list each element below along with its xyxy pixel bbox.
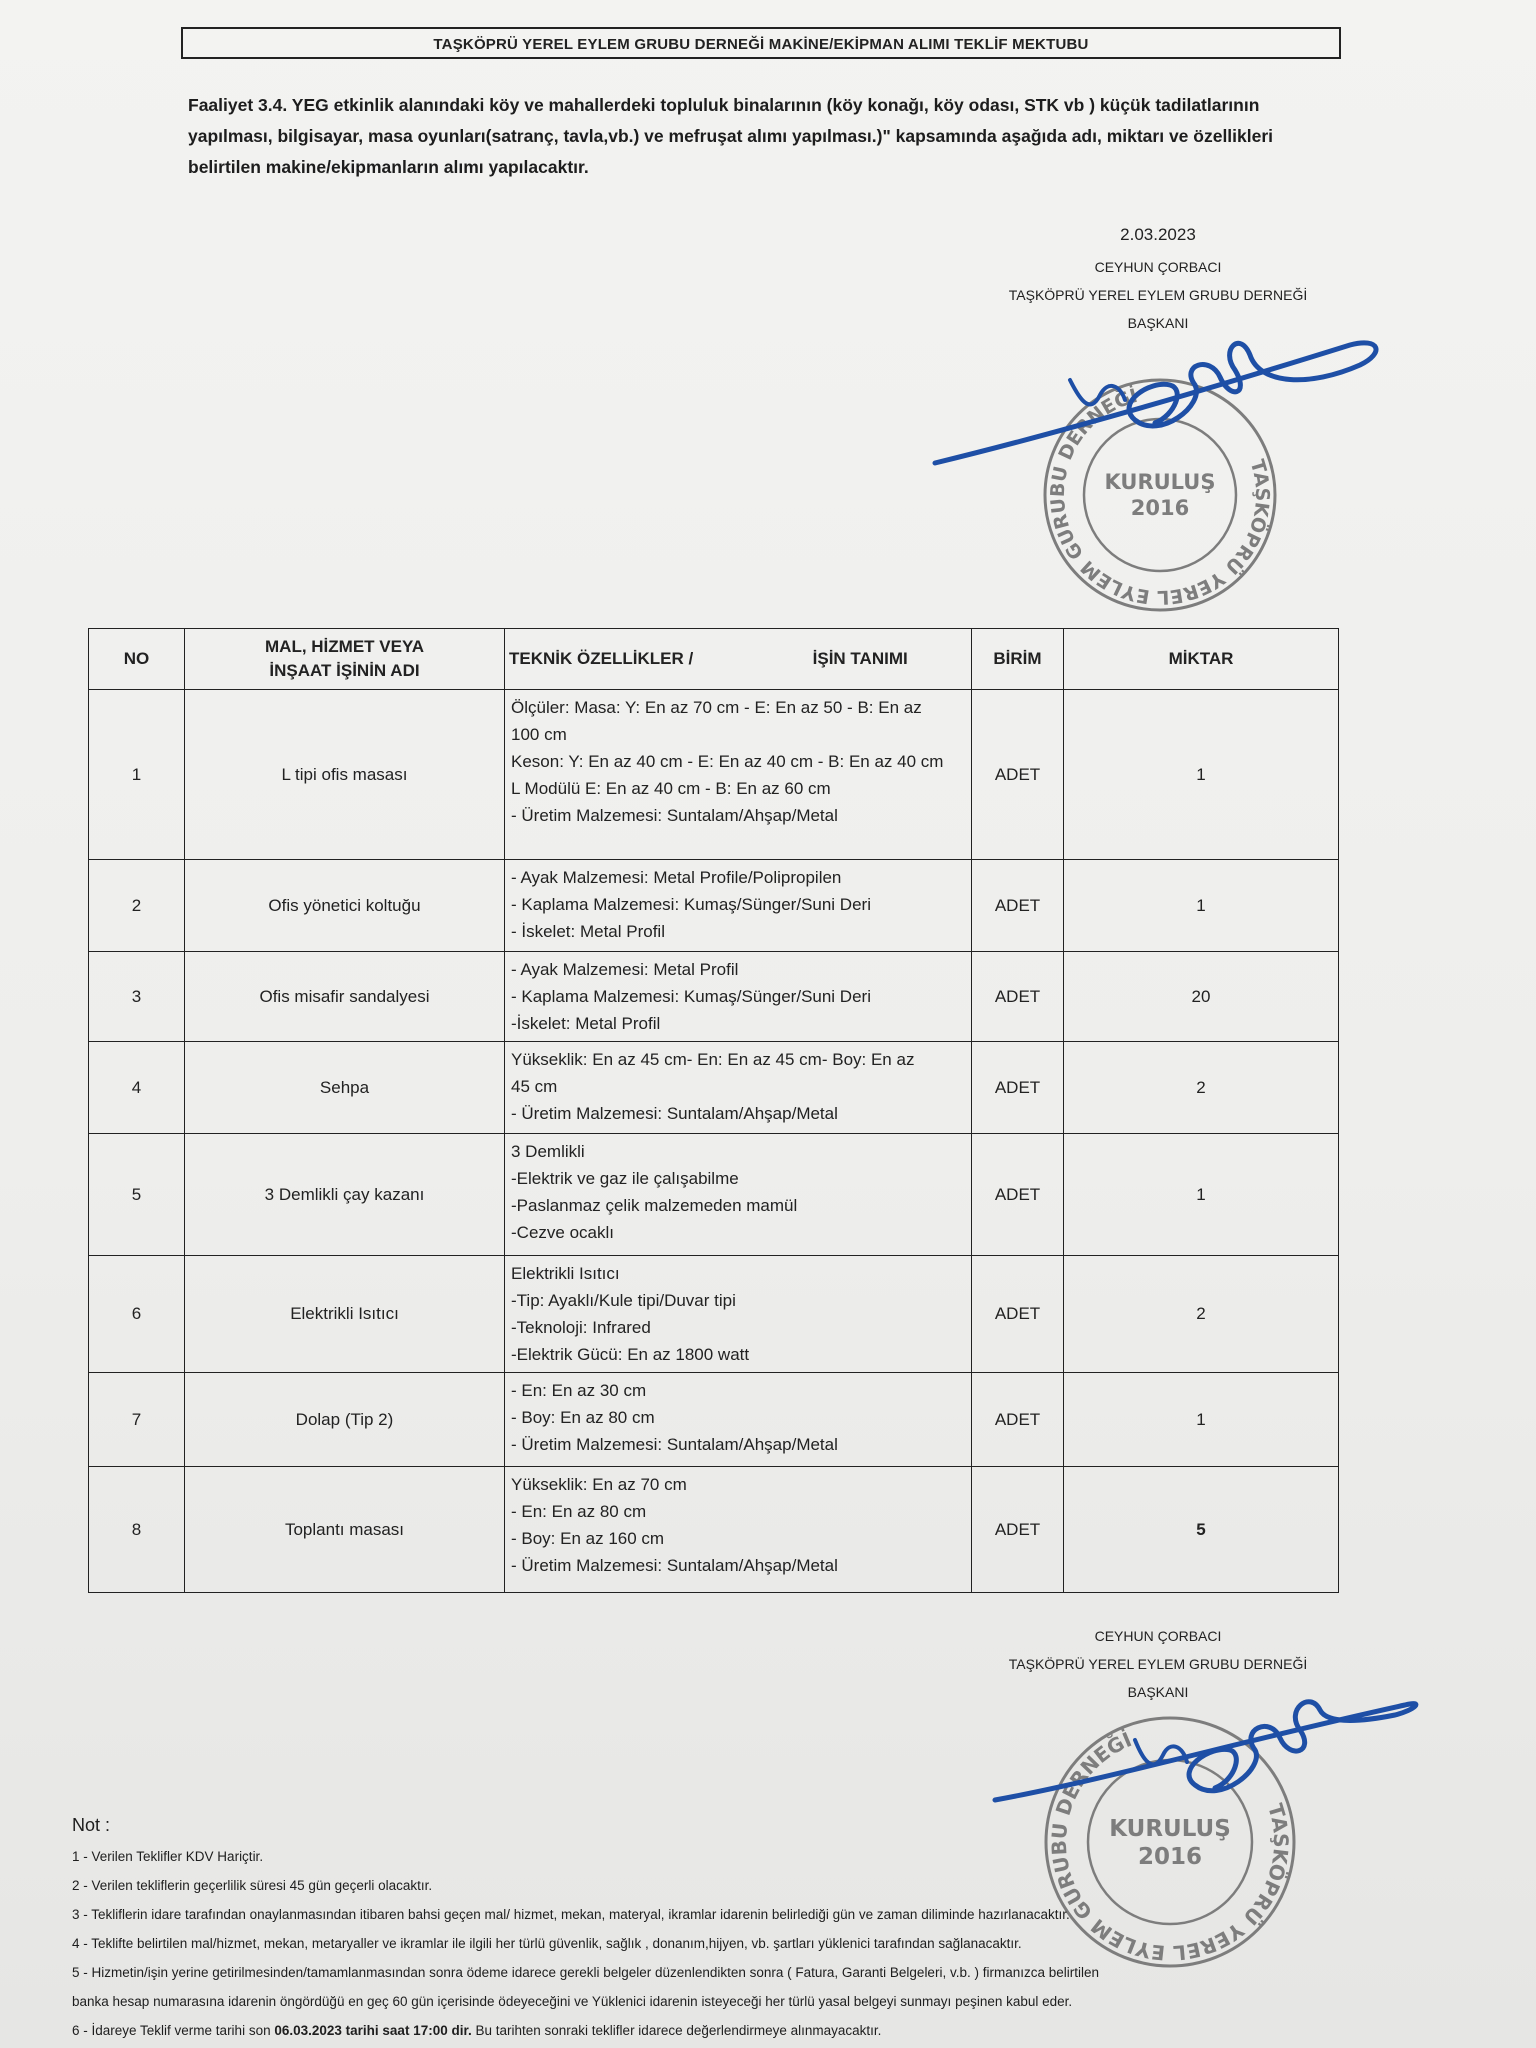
signer-role: BAŞKANI	[1127, 1684, 1189, 1700]
row-unit: ADET	[972, 1467, 1064, 1593]
row-item-name: Sehpa	[185, 1042, 505, 1134]
row-no: 7	[89, 1373, 185, 1467]
header-name	[185, 629, 505, 690]
row-item-name: 3 Demlikli çay kazanı	[185, 1134, 505, 1256]
spec-line: -Tip: Ayaklı/Kule tipi/Duvar tipi	[511, 1291, 736, 1310]
row-unit: ADET	[972, 690, 1064, 860]
row-item-name: L tipi ofis masası	[185, 690, 505, 860]
stamp-ring-text: TAŞKÖPRÜ YEREL EYLEM GURUBU DERNEĞİ	[1046, 384, 1274, 609]
header-name-line-2: İNŞAAT İŞİNİN ADI	[269, 661, 420, 680]
spec-line: Elektrikli Isıtıcı	[511, 1264, 620, 1283]
row-no: 1	[89, 690, 185, 860]
row-qty: 1	[1064, 1373, 1339, 1467]
signer-name: CEYHUN ÇORBACI	[1094, 1628, 1222, 1644]
row-item-name: Ofis misafir sandalyesi	[185, 952, 505, 1042]
row-qty: 20	[1064, 952, 1339, 1042]
stamp-center-label: KURULUŞ	[1104, 470, 1216, 494]
note-1: 1 - Verilen Teklifler KDV Hariçtir.	[72, 1849, 264, 1864]
row-unit: ADET	[972, 1256, 1064, 1373]
row-spec	[505, 952, 972, 1042]
document-title: TAŞKÖPRÜ YEREL EYLEM GRUBU DERNEĞİ MAKİNE/EKİPMAN ALIMI TEKLİF MEKTUBU	[181, 27, 1341, 59]
table-header-row	[89, 629, 1339, 690]
spec-line: -Teknoloji: Infrared	[511, 1318, 651, 1337]
spec-line: -Elektrik Gücü: En az 1800 watt	[511, 1345, 750, 1364]
header-spec	[505, 629, 972, 690]
signer-organization: TAŞKÖPRÜ YEREL EYLEM GRUBU DERNEĞİ	[1008, 287, 1308, 303]
spec-line: 100 cm	[511, 725, 567, 744]
row-spec	[505, 690, 972, 860]
row-qty: 1	[1064, 1134, 1339, 1256]
row-unit: ADET	[972, 1373, 1064, 1467]
row-unit: ADET	[972, 952, 1064, 1042]
row-spec	[505, 1134, 972, 1256]
row-spec	[505, 1373, 972, 1467]
notes-section	[72, 1815, 1332, 2045]
note-6-deadline: 06.03.2023 tarihi saat 17:00 dir.	[274, 2023, 472, 2038]
row-no: 2	[89, 860, 185, 952]
signature-block-top	[993, 225, 1323, 337]
signer-organization: TAŞKÖPRÜ YEREL EYLEM GRUBU DERNEĞİ	[1008, 1656, 1308, 1672]
header-spec-a: TEKNİK ÖZELLİKLER /	[509, 649, 694, 668]
table-row	[89, 1373, 1339, 1467]
table-row	[89, 1467, 1339, 1593]
row-qty: 2	[1064, 1042, 1339, 1134]
intro-line-1: Faaliyet 3.4. YEG etkinlik alanındaki köy ve mahallerdeki topluluk binalarının (köy konağı, köy odası, STK vb ) küçük tadilatlarının	[188, 95, 1260, 115]
row-unit: ADET	[972, 860, 1064, 952]
table-row	[89, 1256, 1339, 1373]
row-no: 5	[89, 1134, 185, 1256]
header-qty: MİKTAR	[1064, 629, 1339, 690]
intro-line-2: yapılması, bilgisayar, masa oyunları(satranç, tavla,vb.) ve mefruşat alımı yapılması.)" kapsamında aşağıda adı, miktarı ve özellikleri	[188, 126, 1274, 146]
row-spec	[505, 1256, 972, 1373]
row-qty: 1	[1064, 690, 1339, 860]
note-5a: 5 - Hizmetin/işin yerine getirilmesinden/tamamlanmasından sonra ödeme idarece gerekli belgeler düzenlendikten sonra ( Fatura, Garanti Belgeleri, v.b. ) firmanızca belirtilen	[72, 1965, 1099, 1980]
note-6-text: 6 - İdareye Teklif verme tarihi son	[72, 2023, 275, 2038]
table-row	[89, 1042, 1339, 1134]
row-item-name: Toplantı masası	[185, 1467, 505, 1593]
spec-line: - Boy: En az 160 cm	[511, 1529, 665, 1548]
row-unit: ADET	[972, 1134, 1064, 1256]
spec-line: - Boy: En az 80 cm	[511, 1408, 655, 1427]
spec-line: 45 cm	[511, 1077, 558, 1096]
note-6-text-end: Bu tarihten sonraki teklifler idarece değerlendirmeye alınmayacaktır.	[471, 2023, 882, 2038]
note-4: 4 - Teklifte belirtilen mal/hizmet, mekan, metaryaller ve ikramlar ile ilgili her türlü güvenlik, sağlık , donanım,hijyen, vb. şartları yüklenici tarafından sağlanacaktır.	[72, 1936, 1022, 1951]
spec-line: -Paslanmaz çelik malzemeden mamül	[511, 1196, 798, 1215]
signer-role: BAŞKANI	[1127, 315, 1189, 331]
table-row	[89, 690, 1339, 860]
items-table	[88, 628, 1339, 1593]
spec-line: - Üretim Malzemesi: Suntalam/Ahşap/Metal	[511, 1104, 838, 1123]
stamp-ring-text: TAŞKÖPRÜ YEREL EYLEM GURUBU DERNEĞİ	[1046, 1727, 1294, 1966]
spec-line: - İskelet: Metal Profil	[511, 922, 665, 941]
header-spec-b: İŞİN TANIMI	[812, 649, 908, 668]
header-name-line-1: MAL, HİZMET VEYA	[265, 637, 424, 656]
spec-line: - Kaplama Malzemesi: Kumaş/Sünger/Suni Deri	[511, 987, 871, 1006]
spec-line: Yükseklik: En az 45 cm- En: En az 45 cm- Boy: En az	[511, 1050, 915, 1069]
stamp-center-year: 2016	[1137, 1844, 1203, 1870]
handwritten-signature-bottom	[985, 1680, 1425, 1830]
row-item-name: Elektrikli Isıtıcı	[185, 1256, 505, 1373]
spec-line: Yükseklik: En az 70 cm	[511, 1475, 687, 1494]
spec-line: - Ayak Malzemesi: Metal Profil	[511, 960, 739, 979]
row-item-name: Ofis yönetici koltuğu	[185, 860, 505, 952]
spec-line: - Üretim Malzemesi: Suntalam/Ahşap/Metal	[511, 806, 838, 825]
intro-paragraph	[188, 90, 1318, 183]
row-qty: 5	[1064, 1467, 1339, 1593]
table-row	[89, 860, 1339, 952]
spec-line: Keson: Y: En az 40 cm - E: En az 40 cm - B: En az 40 cm	[511, 752, 944, 771]
spec-line: - En: En az 80 cm	[511, 1502, 647, 1521]
row-no: 6	[89, 1256, 185, 1373]
table-row	[89, 952, 1339, 1042]
row-spec	[505, 1042, 972, 1134]
note-3: 3 - Tekliflerin idare tarafından onaylanmasından itibaren bahsi geçen mal/ hizmet, mekan, materyal, ikramlar idarenin belirlediği gün ve zaman diliminde hazırlanacaktır.	[72, 1907, 1070, 1922]
spec-line: 3 Demlikli	[511, 1142, 585, 1161]
spec-line: L Modülü E: En az 40 cm - B: En az 60 cm	[511, 779, 831, 798]
row-spec	[505, 1467, 972, 1593]
row-spec	[505, 860, 972, 952]
row-qty: 1	[1064, 860, 1339, 952]
header-unit: BİRİM	[972, 629, 1064, 690]
table-row	[89, 1134, 1339, 1256]
header-no: NO	[89, 629, 185, 690]
spec-line: -İskelet: Metal Profil	[511, 1014, 661, 1033]
spec-line: - Kaplama Malzemesi: Kumaş/Sünger/Suni Deri	[511, 895, 871, 914]
note-5b: banka hesap numarasına idarenin öngördüğü en geç 60 gün içerisinde ödeyeceğini ve Yüklenici idarenin isteyeceği her türlü yasal belgeyi sunmayı peşinen kabul eder.	[72, 1994, 1073, 2009]
signer-name: CEYHUN ÇORBACI	[1094, 259, 1222, 275]
row-item-name: Dolap (Tip 2)	[185, 1373, 505, 1467]
spec-line: - Ayak Malzemesi: Metal Profile/Polipropilen	[511, 868, 842, 887]
stamp-center-year: 2016	[1130, 496, 1190, 520]
handwritten-signature-top	[930, 325, 1390, 485]
note-2: 2 - Verilen tekliflerin geçerlilik süresi 45 gün geçerli olacaktır.	[72, 1878, 433, 1893]
row-qty: 2	[1064, 1256, 1339, 1373]
row-no: 8	[89, 1467, 185, 1593]
signature-date: 2.03.2023	[1120, 225, 1196, 244]
spec-line: -Cezve ocaklı	[511, 1223, 614, 1242]
spec-line: - En: En az 30 cm	[511, 1381, 647, 1400]
notes-title: Not :	[72, 1815, 111, 1835]
spec-line: - Üretim Malzemesi: Suntalam/Ahşap/Metal	[511, 1435, 838, 1454]
spec-line: -Elektrik ve gaz ile çalışabilme	[511, 1169, 739, 1188]
intro-line-3: belirtilen makine/ekipmanların alımı yapılacaktır.	[188, 157, 589, 177]
row-unit: ADET	[972, 1042, 1064, 1134]
row-no: 3	[89, 952, 185, 1042]
note-6	[72, 2016, 1332, 2045]
stamp-center-label: KURULUŞ	[1109, 1816, 1231, 1842]
spec-line: Ölçüler: Masa: Y: En az 70 cm - E: En az 50 - B: En az	[511, 698, 922, 717]
spec-line: - Üretim Malzemesi: Suntalam/Ahşap/Metal	[511, 1556, 838, 1575]
row-no: 4	[89, 1042, 185, 1134]
